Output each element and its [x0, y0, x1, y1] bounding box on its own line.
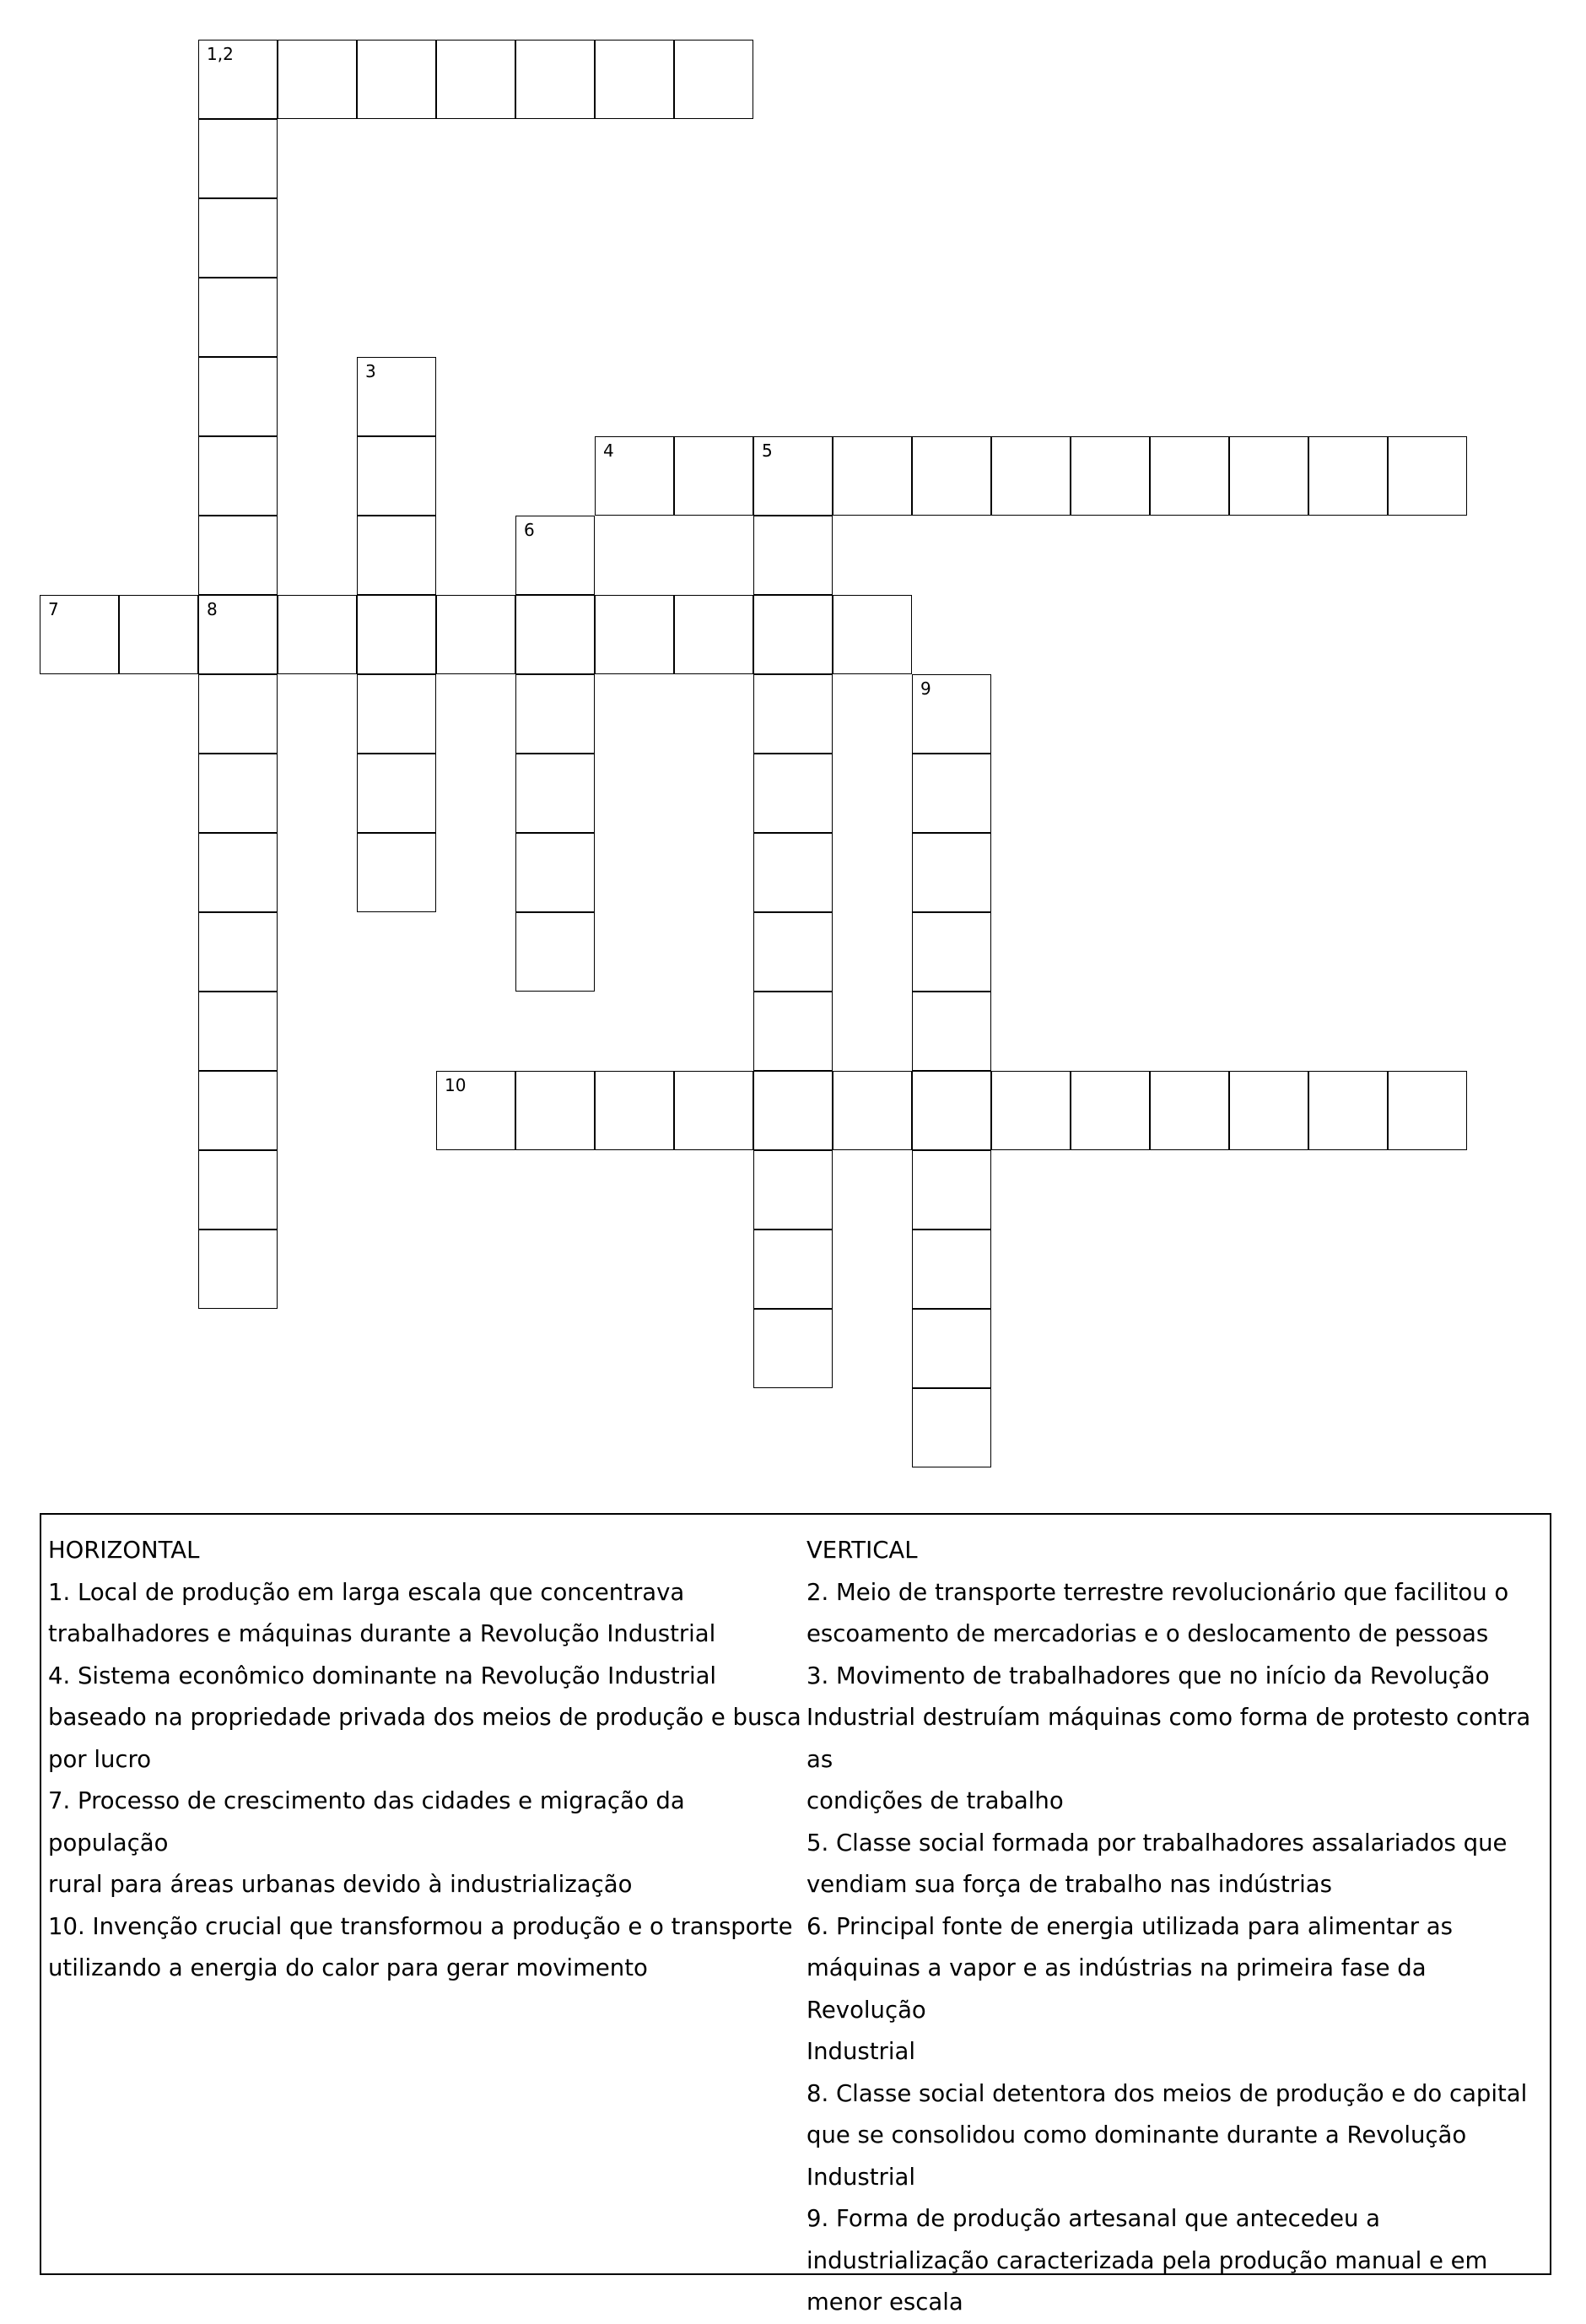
horizontal-clue-line: 4. Sistema econômico dominante na Revolução Industrial — [48, 1662, 717, 1689]
crossword-cell[interactable] — [912, 992, 991, 1071]
clue-number: 3 — [365, 361, 376, 381]
crossword-cell[interactable] — [198, 992, 278, 1071]
vertical-clue-line: 8. Classe social detentora dos meios de produção e do capital — [806, 2079, 1528, 2107]
crossword-cell[interactable] — [595, 40, 674, 119]
horizontal-clue-line: 1. Local de produção em larga escala que concentrava — [48, 1578, 685, 1606]
crossword-cell[interactable] — [912, 1071, 991, 1150]
crossword-cell[interactable] — [753, 833, 833, 912]
clue-number: 9 — [920, 678, 931, 699]
crossword-cell[interactable] — [912, 1309, 991, 1388]
crossword-cell[interactable] — [198, 833, 278, 912]
crossword-cell[interactable] — [357, 595, 436, 674]
crossword-cell[interactable] — [991, 1071, 1071, 1150]
horizontal-clue-line: baseado na propriedade privada dos meios de produção e busca — [48, 1704, 801, 1731]
crossword-cell[interactable] — [674, 436, 753, 516]
vertical-clue-list — [806, 1572, 1549, 2324]
horizontal-clues — [48, 1530, 807, 1990]
horizontal-clue-line: 7. Processo de crescimento das cidades e migração da população — [48, 1787, 685, 1856]
clue-number: 8 — [207, 599, 218, 619]
crossword-cell[interactable] — [753, 674, 833, 754]
vertical-clues — [806, 1530, 1549, 2324]
crossword-cell[interactable] — [357, 357, 436, 436]
crossword-cell[interactable] — [1150, 436, 1229, 516]
crossword-cell[interactable] — [357, 516, 436, 595]
crossword-cell[interactable] — [912, 674, 991, 754]
clue-number: 1,2 — [207, 44, 234, 64]
vertical-clue-line: Industrial destruíam máquinas como forma de protesto contra as — [806, 1704, 1531, 1773]
crossword-cell[interactable] — [674, 1071, 753, 1150]
horizontal-clue-line: 10. Invenção crucial que transformou a produção e o transporte — [48, 1912, 793, 1940]
crossword-cell[interactable] — [912, 1150, 991, 1230]
crossword-cell[interactable] — [753, 912, 833, 992]
crossword-cell[interactable] — [198, 278, 278, 357]
clue-number: 4 — [603, 440, 614, 461]
vertical-clue-line: Industrial — [806, 2163, 915, 2191]
vertical-clue-line: menor escala — [806, 2289, 963, 2316]
crossword-cell[interactable] — [1388, 1071, 1467, 1150]
crossword-cell[interactable] — [595, 595, 674, 674]
crossword-cell[interactable] — [198, 754, 278, 833]
clue-number: 10 — [445, 1075, 467, 1095]
vertical-clue-line: máquinas a vapor e as indústrias na primeira fase da Revolução — [806, 1954, 1427, 2024]
crossword-cell[interactable] — [198, 1230, 278, 1309]
vertical-clue-line: 2. Meio de transporte terrestre revolucionário que facilitou o — [806, 1578, 1509, 1606]
horizontal-clue-line: trabalhadores e máquinas durante a Revolução Industrial — [48, 1620, 716, 1647]
crossword-cell[interactable] — [753, 1309, 833, 1388]
crossword-cell[interactable] — [515, 40, 595, 119]
vertical-clue-line: que se consolidou como dominante durante a Revolução — [806, 2121, 1467, 2148]
crossword-cell[interactable] — [674, 595, 753, 674]
crossword-cell[interactable] — [753, 992, 833, 1071]
vertical-title: VERTICAL — [806, 1537, 918, 1564]
crossword-cell[interactable] — [991, 436, 1071, 516]
crossword-cell[interactable] — [753, 754, 833, 833]
crossword-cell[interactable] — [436, 595, 515, 674]
crossword-cell[interactable] — [198, 595, 278, 674]
vertical-clue-line: 5. Classe social formada por trabalhadores assalariados que — [806, 1829, 1508, 1856]
crossword-cell[interactable] — [198, 1150, 278, 1230]
crossword-cell[interactable] — [912, 833, 991, 912]
crossword-cell[interactable] — [198, 198, 278, 278]
crossword-cell[interactable] — [198, 674, 278, 754]
crossword-cell[interactable] — [119, 595, 198, 674]
vertical-clue-line: industrialização caracterizada pela produção manual e em — [806, 2246, 1488, 2274]
crossword-cell[interactable] — [753, 595, 833, 674]
crossword-cell[interactable] — [357, 754, 436, 833]
crossword-cell[interactable] — [515, 754, 595, 833]
horizontal-clue-line: por lucro — [48, 1745, 152, 1773]
crossword-cell[interactable] — [753, 1071, 833, 1150]
crossword-cell[interactable] — [674, 40, 753, 119]
crossword-cell[interactable] — [1071, 1071, 1150, 1150]
crossword-cell[interactable] — [515, 1071, 595, 1150]
clue-number: 6 — [524, 520, 535, 540]
crossword-cell[interactable] — [436, 40, 515, 119]
crossword-cell[interactable] — [357, 674, 436, 754]
crossword-cell[interactable] — [753, 1150, 833, 1230]
crossword-cell[interactable] — [278, 595, 357, 674]
crossword-cell[interactable] — [198, 119, 278, 198]
crossword-cell[interactable] — [1308, 436, 1388, 516]
crossword-cell[interactable] — [515, 674, 595, 754]
crossword-cell[interactable] — [198, 912, 278, 992]
horizontal-clue-list — [48, 1572, 807, 1990]
crossword-cell[interactable] — [357, 40, 436, 119]
crossword-cell[interactable] — [912, 1388, 991, 1467]
clues-box — [40, 1513, 1551, 2316]
clue-number: 7 — [48, 599, 59, 619]
crossword-cell[interactable] — [912, 754, 991, 833]
horizontal-title: HORIZONTAL — [48, 1537, 200, 1564]
crossword-cell[interactable] — [515, 912, 595, 992]
vertical-clue-line: Industrial — [806, 2038, 915, 2065]
crossword-cell[interactable] — [40, 595, 119, 674]
crossword-cell[interactable] — [198, 357, 278, 436]
clue-number: 5 — [762, 440, 773, 461]
vertical-clue-line: escoamento de mercadorias e o deslocamento de pessoas — [806, 1620, 1489, 1647]
crossword-cell[interactable] — [595, 436, 674, 516]
crossword-cell[interactable] — [912, 1230, 991, 1309]
vertical-clue-line: 3. Movimento de trabalhadores que no início da Revolução — [806, 1662, 1490, 1689]
crossword-cell[interactable] — [515, 516, 595, 595]
crossword-cell[interactable] — [753, 1230, 833, 1309]
crossword-cell[interactable] — [436, 1071, 515, 1150]
crossword-cell[interactable] — [595, 1071, 674, 1150]
crossword-cell[interactable] — [198, 436, 278, 516]
crossword-cell[interactable] — [912, 436, 991, 516]
crossword-cell[interactable] — [833, 1071, 912, 1150]
crossword-cell[interactable] — [515, 833, 595, 912]
vertical-clue-line: vendiam sua força de trabalho nas indústrias — [806, 1871, 1332, 1898]
crossword-cell[interactable] — [1071, 436, 1150, 516]
crossword-cell[interactable] — [198, 40, 278, 119]
crossword-cell[interactable] — [1229, 1071, 1308, 1150]
vertical-clue-line: condições de trabalho — [806, 1787, 1064, 1814]
crossword-cell[interactable] — [1388, 436, 1467, 516]
crossword-cell[interactable] — [753, 436, 833, 516]
crossword-cell[interactable] — [357, 436, 436, 516]
horizontal-clue-line: rural para áreas urbanas devido à industrialização — [48, 1871, 633, 1898]
vertical-clue-line: 9. Forma de produção artesanal que antecedeu a — [806, 2205, 1381, 2232]
crossword-cell[interactable] — [198, 516, 278, 595]
crossword-cell[interactable] — [833, 595, 912, 674]
crossword-cell[interactable] — [198, 1071, 278, 1150]
crossword-cell[interactable] — [357, 833, 436, 912]
crossword-cell[interactable] — [515, 595, 595, 674]
crossword-cell[interactable] — [833, 436, 912, 516]
vertical-clue-line: 6. Principal fonte de energia utilizada para alimentar as — [806, 1912, 1453, 1940]
crossword-cell[interactable] — [1229, 436, 1308, 516]
crossword-cell[interactable] — [912, 912, 991, 992]
crossword-cell[interactable] — [753, 516, 833, 595]
horizontal-clue-line: utilizando a energia do calor para gerar movimento — [48, 1954, 648, 1981]
crossword-cell[interactable] — [1308, 1071, 1388, 1150]
crossword-cell[interactable] — [1150, 1071, 1229, 1150]
crossword-cell[interactable] — [278, 40, 357, 119]
